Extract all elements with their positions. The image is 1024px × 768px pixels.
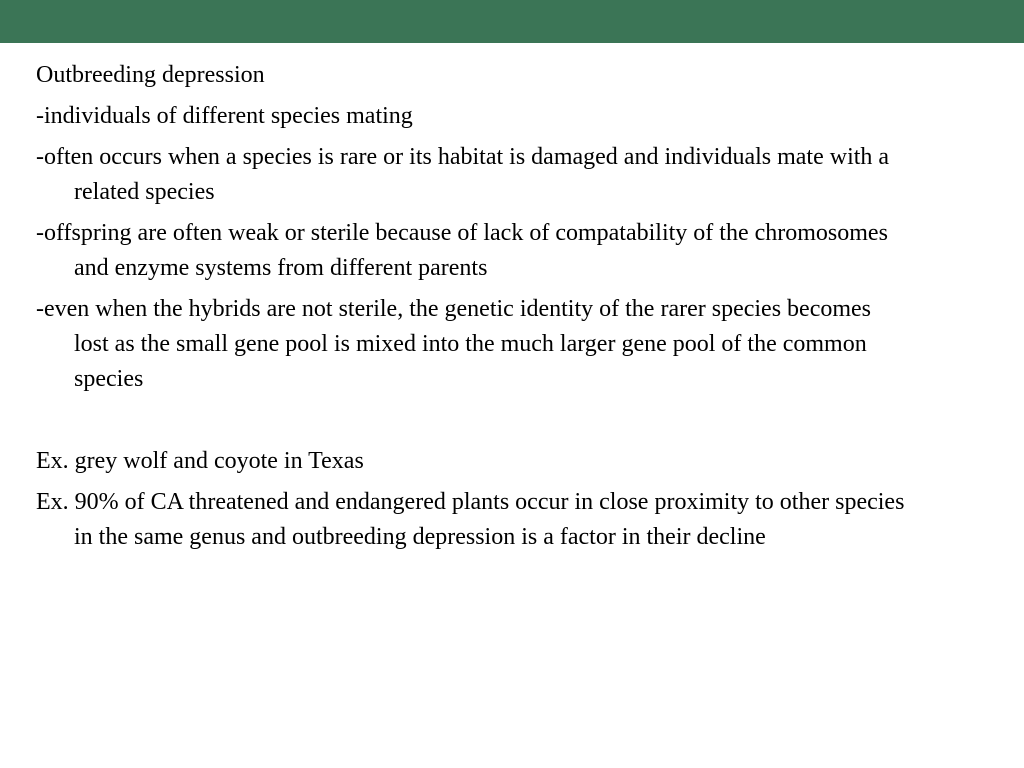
slide-content xyxy=(36,58,906,561)
bullet-item: -even when the hybrids are not sterile, the genetic identity of the rarer species becomes lost as the small gene pool is mixed into the much larger gene pool of the common species xyxy=(36,296,872,392)
paragraph-spacer xyxy=(36,403,906,444)
bullet-item: -often occurs when a species is rare or its habitat is damaged and individuals mate with a related species xyxy=(36,144,890,205)
example-item: Ex. 90% of CA threatened and endangered plants occur in close proximity to other species in the same genus and outbreeding depression is a factor in their decline xyxy=(36,489,905,550)
bullet-item: -individuals of different species mating xyxy=(36,103,413,129)
example-item: Ex. grey wolf and coyote in Texas xyxy=(36,448,364,474)
header-bar xyxy=(0,0,1024,43)
slide-title: Outbreeding depression xyxy=(36,62,265,88)
bullet-item: -offspring are often weak or sterile because of lack of compatability of the chromosomes and enzyme systems from different parents xyxy=(36,220,888,281)
